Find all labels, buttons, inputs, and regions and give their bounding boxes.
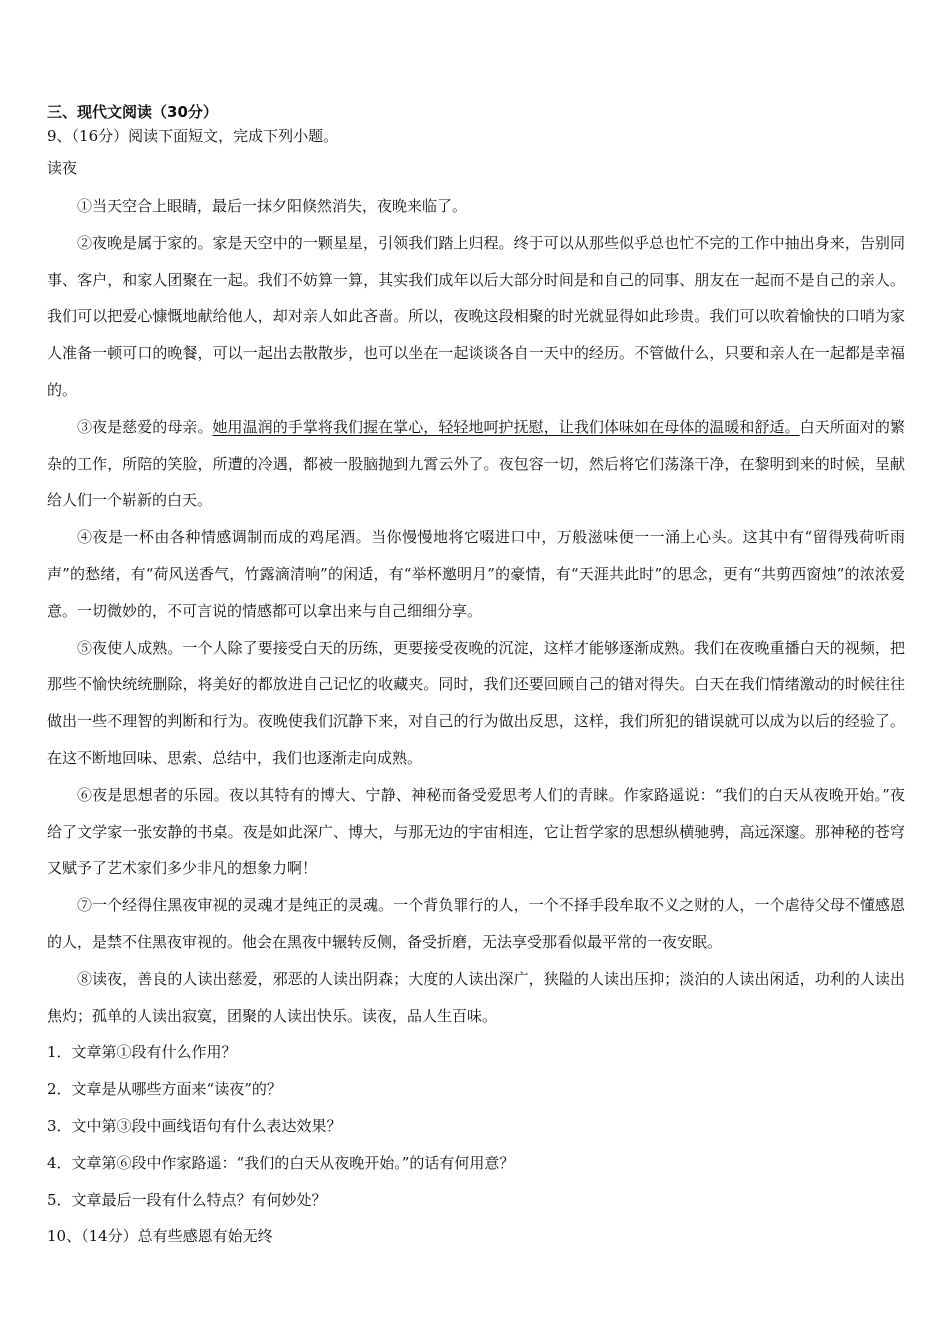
underlined-sentence: 她用温润的手掌将我们握在掌心，轻轻地呵护抚慰，让我们体味如在母体的温暖和舒适。	[212, 417, 800, 436]
exam-page	[47, 100, 905, 1255]
question-3: 3．文中第③段中画线语句有什么表达效果？	[47, 1116, 342, 1135]
article-title: 读夜	[47, 159, 78, 177]
paragraph-3-rest: 白天所面对的繁杂的工作，所陪的笑脸，所遭的冷遇，都被一股脑抛到九霄云外了。夜包容一切，然后将它们荡涤干净，在黎明到来的时候，呈献给人们一个崭新的白天。	[47, 417, 905, 510]
question-2: 2．文章是从哪些方面来“读夜”的？	[47, 1080, 282, 1099]
question-4: 4．文章第⑥段中作家路遥：“我们的白天从夜晚开始。”的话有何用意？	[47, 1153, 515, 1172]
paragraph-3	[47, 409, 905, 519]
paragraph-6: ⑥夜是思想者的乐园。夜以其特有的博大、宁静、神秘而备受爱思考人们的青睐。作家路遥说：“我们的白天从夜晚开始。”夜给了文学家一张安静的书桌。夜是如此深广、博大，与那无边的宇宙相连，它让哲学家的思想纵横驰骋，高远深邃。那神秘的苍穹又赋予了艺术家们多少非凡的想象力啊！	[47, 785, 905, 878]
paragraph-1: ①当天空合上眼睛，最后一抹夕阳倏然消失，夜晚来临了。	[77, 197, 468, 215]
paragraph-5: ⑤夜使人成熟。一个人除了要接受白天的历练，更要接受夜晚的沉淀，这样才能够逐渐成熟。我们在夜晚重播白天的视频，把那些不愉快统统删除，将美好的都放进自己记忆的收藏夹。同时，我们还要回顾自己的错对得失。白天在我们情绪激动的时候往往做出一些不理智的判断和行为。夜晚使我们沉静下来，对自己的行为做出反思，这样，我们所犯的错误就可以成为以后的经验了。在这不断地回味、思索、总结中，我们也逐渐走向成熟。	[47, 638, 905, 767]
question-10-header: 10、（14分）总有些感恩有始无终	[47, 1227, 273, 1246]
section-title: 三、现代文阅读（30分）	[47, 103, 218, 121]
paragraph-8: ⑧读夜，善良的人读出慈爱，邪恶的人读出阴森；大度的人读出深广，狭隘的人读出压抑；淡泊的人读出闲适，功利的人读出焦灼；孤单的人读出寂寞，团聚的人读出快乐。读夜，品人生百味。	[47, 969, 905, 1025]
article-body	[47, 188, 905, 1034]
question-9-header: 9、（16分）阅读下面短文，完成下列小题。	[47, 127, 339, 145]
paragraph-2: ②夜晚是属于家的。家是天空中的一颗星星，引领我们踏上归程。终于可以从那些似乎总也忙不完的工作中抽出身来，告别同事、客户，和家人团聚在一起。我们不妨算一算，其实我们成年以后大部分时间是和自己的同事、朋友在一起而不是自己的亲人。我们可以把爱心慷慨地献给他人，却对亲人如此吝啬。所以，夜晚这段相聚的时光就显得如此珍贵。我们可以吹着愉快的口哨为家人准备一顿可口的晚餐，可以一起出去散散步，也可以坐在一起谈谈各自一天中的经历。不管做什么，只要和亲人在一起都是幸福的。	[47, 233, 905, 399]
question-1: 1．文章第①段有什么作用？	[47, 1043, 237, 1062]
paragraph-3-lead: ③夜是慈爱的母亲。	[77, 417, 213, 436]
paragraph-7: ⑦一个经得住黑夜审视的灵魂才是纯正的灵魂。一个背负罪行的人，一个不择手段牟取不义之财的人，一个虐待父母不懂感恩的人，是禁不住黑夜审视的。他会在黑夜中辗转反侧，备受折磨，无法享受那看似最平常的一夜安眠。	[47, 896, 905, 951]
question-5: 5．文章最后一段有什么特点？有何妙处？	[47, 1190, 327, 1209]
paragraph-4: ④夜是一杯由各种情感调制而成的鸡尾酒。当你慢慢地将它啜进口中，万般滋味便一一涌上心头。这其中有“留得残荷听雨声”的愁绪，有“荷风送香气，竹露滴清响”的闲适，有“举杯邀明月”的豪情，有“天涯共此时”的思念，更有“共剪西窗烛”的浓浓爱意。一切微妙的，不可言说的情感都可以拿出来与自己细细分享。	[47, 528, 905, 620]
question-list	[47, 1034, 905, 1218]
